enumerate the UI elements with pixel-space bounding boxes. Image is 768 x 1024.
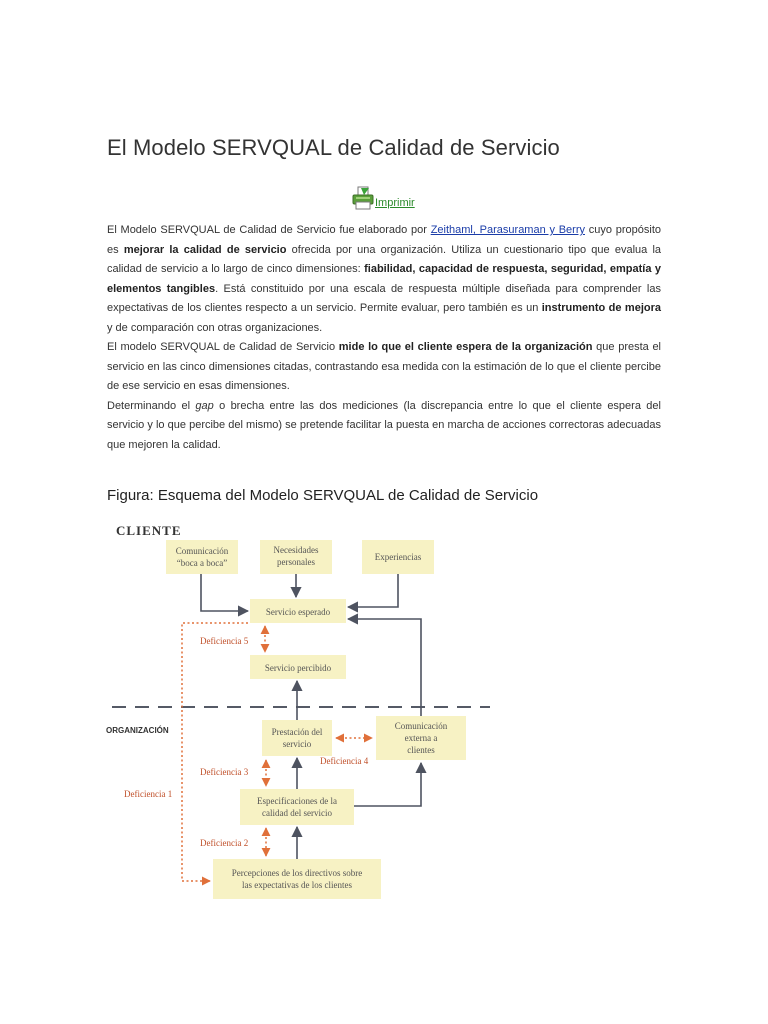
svg-text:Percepciones de los directivos: Percepciones de los directivos sobre [231,868,363,878]
gap-5-label: Deficiencia 5 [200,636,249,646]
box-percepciones [213,859,381,899]
page-title: El Modelo SERVQUAL de Calidad de Servicio [107,135,560,160]
arrow-boca-to-esperado [201,574,248,611]
box-comunicacion-externa [376,716,466,760]
svg-text:Servicio percibido: Servicio percibido [264,663,332,673]
gap-1-label: Deficiencia 1 [124,789,173,799]
svg-text:servicio: servicio [282,739,312,749]
authors-link[interactable]: Zeithaml, Parasuraman y Berry [430,224,585,236]
gap-3-label: Deficiencia 3 [200,767,249,777]
bold-phrase: instrumento de mejora [541,302,661,314]
box-servicio-esperado [250,599,346,623]
svg-text:calidad del servicio: calidad del servicio [262,808,332,818]
gap-4-label: Deficiencia 4 [320,756,369,766]
gap-2-label: Deficiencia 2 [200,838,249,848]
svg-text:clientes: clientes [407,745,435,755]
bold-phrase: mejorar la calidad de servicio [123,243,287,256]
svg-text:Necesidades: Necesidades [273,545,319,555]
svg-text:Experiencias: Experiencias [374,552,422,562]
svg-text:Especificaciones de la: Especificaciones de la [257,796,337,806]
bold-phrase: mide lo que el cliente espera de la organización [338,341,593,353]
svg-text:Comunicación: Comunicación [175,546,229,556]
svg-text:“boca a boca”: “boca a boca” [176,558,228,568]
cliente-label: CLIENTE [116,523,182,538]
article-body [107,221,661,455]
svg-text:externa a: externa a [404,733,438,743]
paragraph-measure: El modelo SERVQUAL de Calidad de Servicio mide lo que el cliente espera de la organización que presta el servicio en las cinco dimensiones citadas, contrastando esa medida con la estimación de lo que el cliente percibe de ese servicio en esas dimensiones. [107,341,662,392]
box-comunicacion-boca [166,540,238,574]
print-control[interactable] [352,180,415,210]
organizacion-label: ORGANIZACIÓN [106,726,169,735]
box-necesidades [260,540,332,574]
printer-icon[interactable] [352,186,374,210]
arrow-externa-to-esperado [348,619,421,716]
svg-text:personales: personales [277,557,315,567]
box-servicio-percibido [250,655,346,679]
svg-text:Prestación del: Prestación del [271,727,323,737]
box-especificaciones [240,789,354,825]
paragraph-gap: Determinando el gap o brecha entre las dos mediciones (la discrepancia entre lo que el cliente espera del servicio y lo que percibe del mismo) se pretende facilitar la puesta en marcha de acciones correctoras adecuadas que mejoren la calidad. [107,399,661,451]
svg-text:Comunicación: Comunicación [394,721,448,731]
servqual-diagram [100,515,500,905]
box-experiencias [362,540,434,574]
print-link[interactable]: Imprimir [375,197,415,209]
bold-dimensions: fiabilidad, capacidad de respuesta, seguridad, empatía y elementos tangibles [107,263,661,295]
arrow-especificaciones-to-externa [354,763,421,806]
svg-text:Servicio esperado: Servicio esperado [265,607,331,617]
figure-title: Figura: Esquema del Modelo SERVQUAL de Calidad de Servicio [107,487,539,504]
italic-gap: gap [195,399,214,412]
arrow-experiencias-to-esperado [348,574,398,607]
box-prestacion [262,720,332,756]
paragraph-intro: El Modelo SERVQUAL de Calidad de Servicio fue elaborado por Zeithaml, Parasuraman y Berry cuyo propósito es mejorar la calidad de servicio ofrecida por una organización. Utiliza un cuestionario tipo que evalua la calidad de servicio a lo largo de cinco dimensiones: fiabilidad, capacidad de respuesta, seguridad, empatía y elementos tangibles. Está constituido por una escala de respuesta múltiple diseñada para comprender las expectativas de los clientes respecto a un servicio. Permite evaluar, pero también es un instrumento de mejora y de comparación con otras organizaciones. [107,224,662,334]
svg-text:las expectativas de los client: las expectativas de los clientes [242,880,352,890]
